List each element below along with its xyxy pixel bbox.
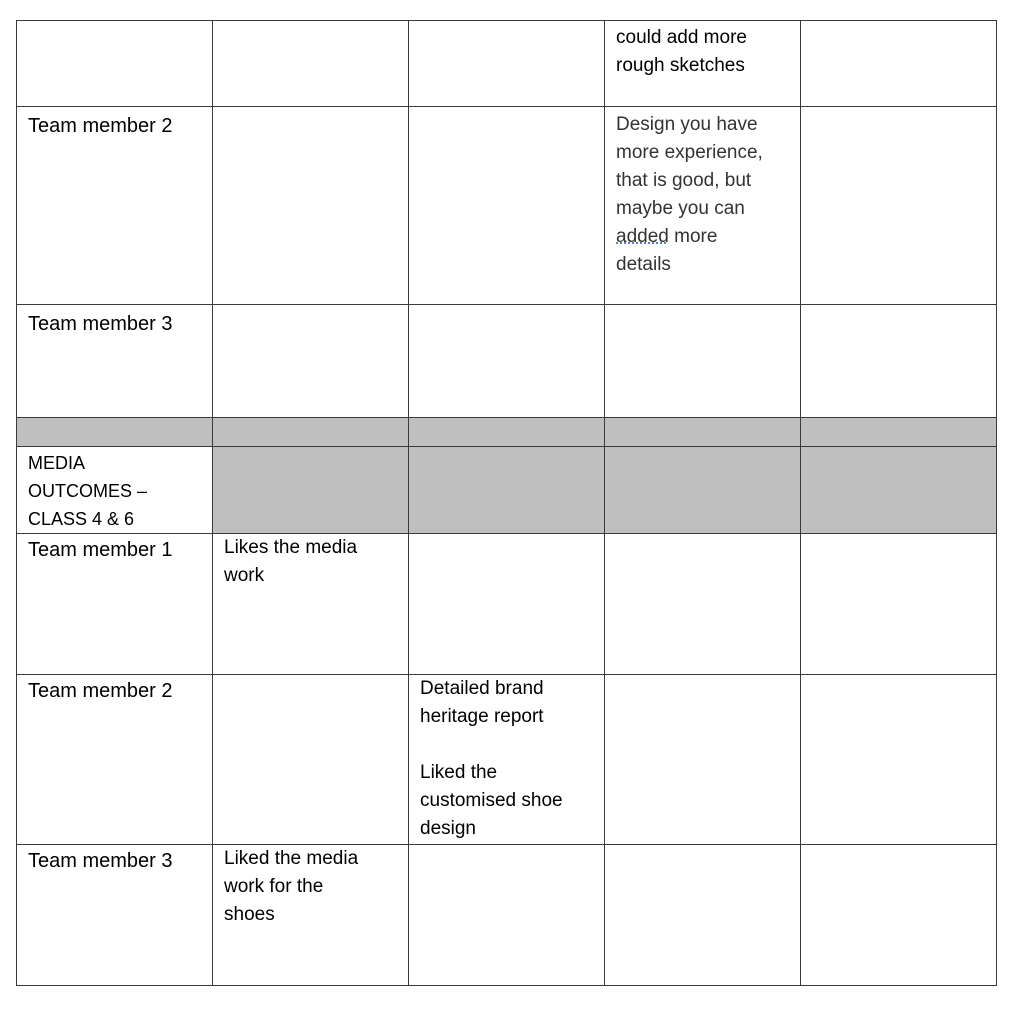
table-cell bbox=[605, 21, 801, 107]
section-title: MEDIA OUTCOMES – CLASS 4 & 6 bbox=[28, 453, 148, 529]
table-row bbox=[17, 21, 997, 107]
table-cell bbox=[213, 447, 409, 534]
table-cell bbox=[605, 675, 801, 845]
table-cell bbox=[409, 675, 605, 845]
table-cell bbox=[605, 534, 801, 675]
table-cell bbox=[605, 845, 801, 986]
spelling-flagged-word: added bbox=[616, 226, 669, 247]
table-row bbox=[17, 305, 997, 418]
feedback-text: Detailed brand heritage report Liked the customised shoe design bbox=[420, 678, 563, 839]
table-cell bbox=[213, 107, 409, 305]
table-cell bbox=[17, 418, 213, 447]
table-cell bbox=[801, 675, 997, 845]
table-cell bbox=[801, 418, 997, 447]
table-cell bbox=[801, 305, 997, 418]
table-row bbox=[17, 675, 997, 845]
table-cell bbox=[409, 447, 605, 534]
table-row bbox=[17, 845, 997, 986]
table-cell bbox=[213, 21, 409, 107]
table-cell bbox=[213, 418, 409, 447]
table-cell bbox=[409, 534, 605, 675]
table-cell bbox=[605, 107, 801, 305]
feedback-text: Likes the media work bbox=[224, 537, 358, 586]
design-feedback-text: Design you have more experience, that is good, but maybe you can added more details bbox=[616, 114, 763, 275]
table-cell bbox=[213, 305, 409, 418]
table-cell bbox=[605, 418, 801, 447]
section-title-cell bbox=[17, 447, 213, 534]
table-cell bbox=[605, 305, 801, 418]
table-cell bbox=[801, 845, 997, 986]
table-cell bbox=[801, 534, 997, 675]
row-label-cell: Team member 1 bbox=[17, 534, 213, 675]
table-cell bbox=[605, 447, 801, 534]
row-label-cell bbox=[17, 21, 213, 107]
section-header-row bbox=[17, 447, 997, 534]
row-label-cell: Team member 2 bbox=[17, 107, 213, 305]
row-label-cell: Team member 3 bbox=[17, 305, 213, 418]
table-cell bbox=[801, 447, 997, 534]
row-label-cell: Team member 2 bbox=[17, 675, 213, 845]
table-cell bbox=[409, 418, 605, 447]
table-cell bbox=[409, 305, 605, 418]
table-cell bbox=[409, 21, 605, 107]
table-row bbox=[17, 107, 997, 305]
table-cell bbox=[213, 675, 409, 845]
table-cell bbox=[801, 107, 997, 305]
table-cell bbox=[213, 534, 409, 675]
feedback-table bbox=[16, 20, 997, 986]
table-cell bbox=[409, 107, 605, 305]
feedback-text: Liked the media work for the shoes bbox=[224, 848, 359, 925]
feedback-text: could add more rough sketches bbox=[616, 27, 747, 76]
table-cell bbox=[213, 845, 409, 986]
table-row bbox=[17, 534, 997, 675]
section-separator-row bbox=[17, 418, 997, 447]
table-cell bbox=[409, 845, 605, 986]
row-label-cell: Team member 3 bbox=[17, 845, 213, 986]
table-cell bbox=[801, 21, 997, 107]
